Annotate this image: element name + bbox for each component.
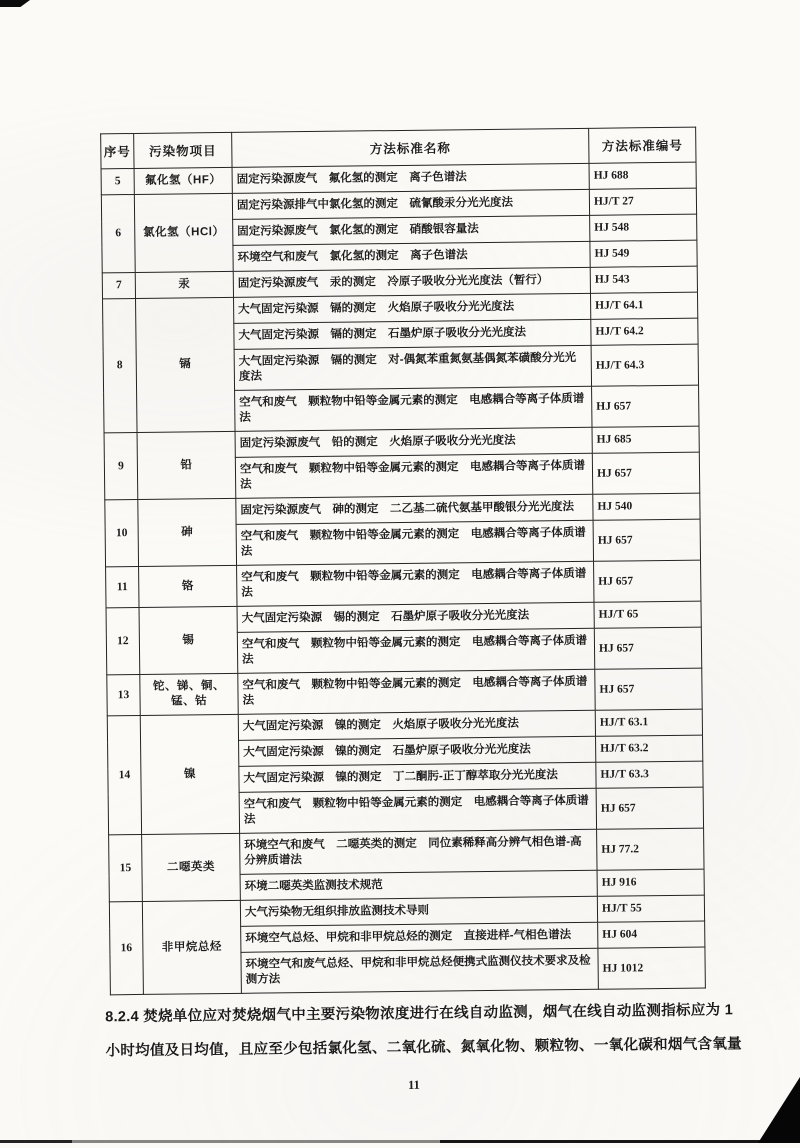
method-name-cell: 固定污染源排气中氯化氢的测定 硫氰酸汞分光光度法 (232, 189, 589, 219)
column-header-pollutant: 污染物项目 (134, 132, 232, 168)
column-header-method-code: 方法标准编号 (589, 127, 696, 163)
pollutant-cell: 二噁英类 (142, 833, 241, 901)
method-name-cell: 空气和废气 颗粒物中铅等金属元素的测定 电感耦合等离子体质谱法 (235, 386, 592, 431)
pollutant-cell: 镍 (140, 714, 239, 834)
method-name-cell: 空气和废气 颗粒物中铅等金属元素的测定 电感耦合等离子体质谱法 (239, 788, 596, 833)
pollutant-cell: 非甲烷总烃 (142, 900, 241, 994)
method-code-cell: HJ 916 (597, 869, 704, 896)
method-name-cell: 环境二噁英类监测技术规范 (240, 870, 597, 900)
method-standards-table (100, 127, 706, 996)
method-name-cell: 大气固定污染源 镍的测定 石墨炉原子吸收分光光度法 (239, 736, 596, 766)
serial-number-cell: 12 (106, 607, 140, 674)
method-name-cell: 大气固定污染源 镉的测定 对-偶氮苯重氮氨基偶氮苯磺酸分光光度法 (234, 345, 591, 390)
method-name-cell: 大气固定污染源 镉的测定 石墨炉原子吸收分光光度法 (234, 319, 591, 349)
column-header-method-name: 方法标准名称 (232, 128, 589, 167)
method-name-cell: 固定污染源废气 砷的测定 二乙基二硫代氨基甲酸银分光光度法 (236, 494, 593, 524)
method-name-cell: 空气和废气 颗粒物中铅等金属元素的测定 电感耦合等离子体质谱法 (237, 628, 594, 673)
method-code-cell: HJ 657 (592, 385, 699, 427)
pollutant-cell: 氯化氢（HCl） (134, 193, 233, 272)
method-code-cell: HJ 657 (592, 452, 699, 494)
method-name-cell: 大气固定污染源 镍的测定 火焰原子吸收分光光度法 (238, 710, 595, 740)
method-code-cell: HJ/T 63.2 (596, 735, 703, 762)
method-name-cell: 环境空气和废气 氯化氢的测定 离子色谱法 (233, 241, 590, 271)
pollutant-cell: 镉 (136, 297, 236, 432)
pollutant-cell: 铅 (137, 431, 236, 499)
method-code-cell: HJ/T 63.1 (595, 709, 702, 736)
paragraph-line: 小时均值及日均值，且应至少包括氯化氢、二氧化硫、氮氧化物、颗粒物、一氧化碳和烟气含氧量 (105, 1036, 743, 1060)
serial-number-cell: 13 (107, 674, 140, 715)
serial-number-cell: 11 (106, 566, 139, 607)
method-code-cell: HJ/T 63.3 (596, 761, 703, 788)
method-code-cell: HJ 543 (590, 266, 697, 293)
method-name-cell: 大气固定污染源 镍的测定 丁二酮肟-正丁醇萃取分光光度法 (239, 762, 596, 792)
serial-number-cell: 9 (104, 432, 138, 499)
serial-number-cell: 7 (102, 272, 135, 298)
serial-number-cell: 15 (109, 834, 143, 901)
method-name-cell: 固定污染源废气 铅的测定 火焰原子吸收分光光度法 (235, 427, 592, 457)
serial-number-cell: 6 (101, 194, 135, 272)
serial-number-cell: 8 (103, 298, 138, 432)
serial-number-cell: 14 (107, 715, 141, 834)
serial-number-cell: 10 (105, 499, 139, 566)
method-name-cell: 大气固定污染源 锡的测定 石墨炉原子吸收分光光度法 (237, 602, 594, 632)
method-name-cell: 环境空气总烃、甲烷和非甲烷总烃的测定 直接进样-气相色谱法 (241, 922, 598, 952)
table-row (106, 560, 701, 608)
table-row (109, 828, 704, 876)
serial-number-cell: 5 (101, 168, 134, 194)
pollutant-cell: 锡 (139, 606, 238, 674)
method-code-cell: HJ/T 64.2 (591, 318, 698, 345)
method-code-cell: HJ 77.2 (597, 828, 704, 870)
paragraph-line: 8.2.4 焚烧单位应对焚烧烟气中主要污染物浓度进行在线自动监测，烟气在线自动监测指标应为 1 (105, 1002, 734, 1026)
method-name-cell: 空气和废气 颗粒物中铅等金属元素的测定 电感耦合等离子体质谱法 (238, 669, 595, 714)
method-code-cell: HJ 548 (590, 214, 697, 241)
method-code-cell: HJ 1012 (598, 947, 705, 989)
method-code-cell: HJ/T 27 (589, 188, 696, 215)
method-name-cell: 空气和废气 颗粒物中铅等金属元素的测定 电感耦合等离子体质谱法 (235, 453, 592, 498)
method-name-cell: 固定污染源废气 氯化氢的测定 硝酸银容量法 (233, 215, 590, 245)
method-code-cell: HJ/T 64.1 (590, 292, 697, 319)
method-name-cell: 大气固定污染源 镉的测定 火焰原子吸收分光光度法 (234, 293, 591, 323)
method-code-cell: HJ 657 (595, 668, 702, 710)
column-header-serial: 序号 (101, 133, 134, 168)
method-name-cell: 固定污染源废气 汞的测定 冷原子吸收分光光度法（暂行） (233, 267, 590, 297)
serial-number-cell: 16 (109, 901, 143, 994)
pollutant-cell: 铊、锑、铜、锰、钴 (140, 673, 238, 715)
method-code-cell: HJ/T 55 (597, 895, 704, 922)
pollutant-cell: 汞 (135, 271, 233, 298)
method-code-cell: HJ 604 (598, 921, 705, 948)
method-code-cell: HJ 540 (593, 493, 700, 520)
method-code-cell: HJ/T 64.3 (591, 344, 698, 386)
paragraph-8-2-4 (105, 993, 743, 1068)
method-code-cell: HJ 549 (590, 240, 697, 267)
method-name-cell: 空气和废气 颗粒物中铅等金属元素的测定 电感耦合等离子体质谱法 (236, 520, 593, 565)
method-code-cell: HJ 688 (589, 162, 696, 189)
method-name-cell: 空气和废气 颗粒物中铅等金属元素的测定 电感耦合等离子体质谱法 (237, 561, 594, 606)
method-name-cell: 固定污染源废气 氟化氢的测定 离子色谱法 (232, 163, 589, 193)
pollutant-cell: 铬 (139, 565, 237, 607)
pollutant-cell: 砷 (138, 498, 237, 566)
method-name-cell: 大气污染物无组织排放监测技术导则 (240, 896, 597, 926)
method-name-cell: 环境空气和废气总烃、甲烷和非甲烷总烃便携式监测仪技术要求及检测方法 (241, 948, 598, 993)
page-number: 11 (407, 1077, 420, 1092)
table-row (107, 668, 702, 716)
method-code-cell: HJ 657 (594, 627, 701, 669)
method-name-cell: 环境空气和废气 二噁英类的测定 同位素稀释高分辨气相色谱-高分辨质谱法 (240, 829, 597, 874)
method-code-cell: HJ 657 (594, 560, 701, 602)
method-code-cell: HJ 657 (596, 787, 703, 829)
method-code-cell: HJ 657 (593, 519, 700, 561)
method-code-cell: HJ 685 (592, 426, 699, 453)
pollutant-cell: 氟化氢（HF） (134, 167, 232, 194)
method-code-cell: HJ/T 65 (594, 601, 701, 628)
